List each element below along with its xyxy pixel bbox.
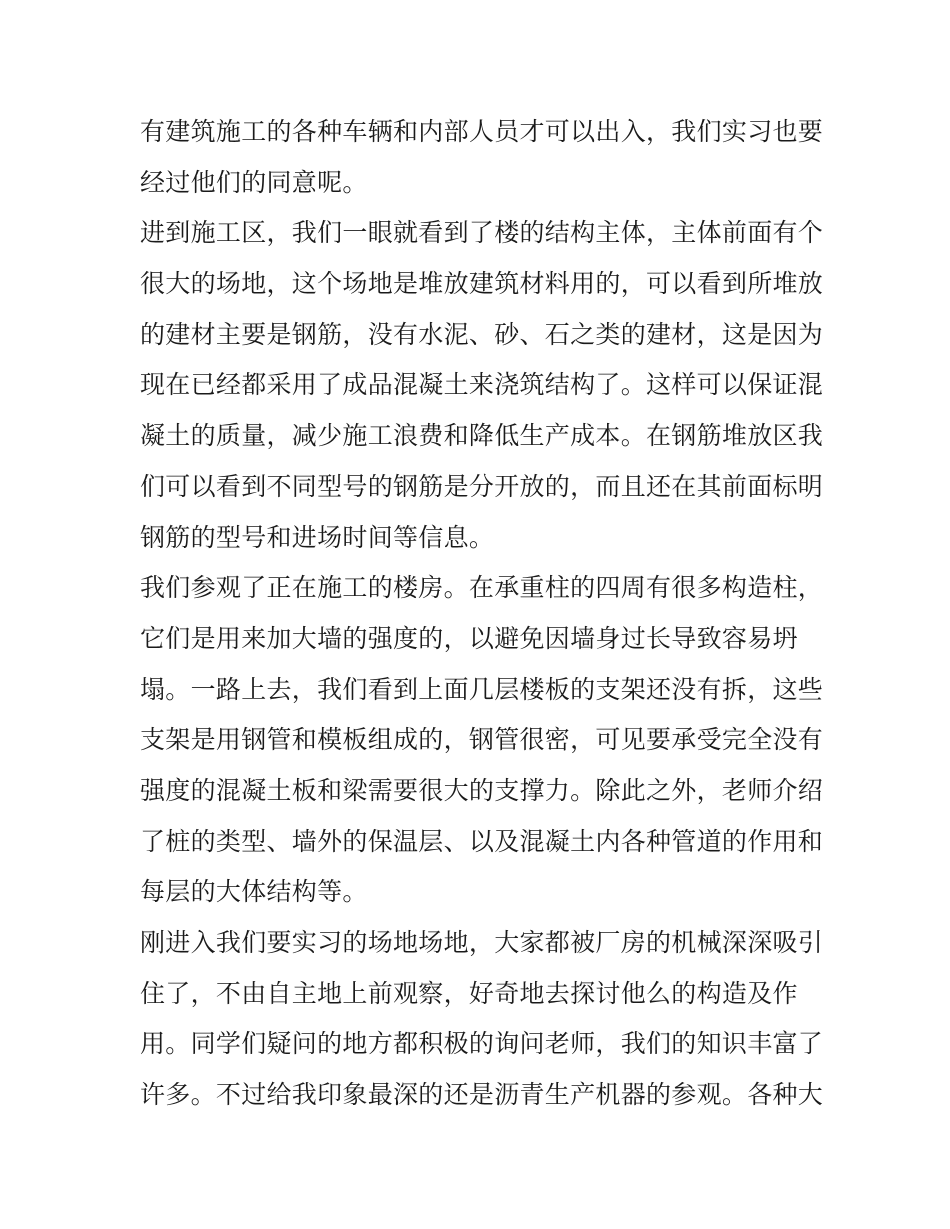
text-line: 我们参观了正在施工的楼房。在承重柱的四周有很多构造柱， (140, 573, 824, 603)
text-line: 塌。一路上去，我们看到上面几层楼板的支架还没有拆，这些 (140, 674, 824, 704)
text-line: 钢筋的型号和进场时间等信息。 (140, 522, 495, 552)
text-line: 很大的场地，这个场地是堆放建筑材料用的，可以看到所堆放 (140, 269, 824, 299)
text-line: 强度的混凝土板和梁需要很大的支撑力。除此之外，老师介绍 (140, 775, 824, 805)
text-line: 它们是用来加大墙的强度的，以避免因墙身过长导致容易坍 (140, 623, 798, 653)
text-line: 刚进入我们要实习的场地场地，大家都被厂房的机械深深吸引 (140, 928, 824, 957)
text-line: 现在已经都采用了成品混凝土来浇筑结构了。这样可以保证混 (140, 370, 824, 400)
text-line: 的建材主要是钢筋，没有水泥、砂、石之类的建材，这是因为 (140, 319, 824, 349)
text-line: 每层的大体结构等。 (140, 877, 368, 907)
text-line: 进到施工区，我们一眼就看到了楼的结构主体，主体前面有个 (140, 218, 824, 248)
text-line: 许多。不过给我印象最深的还是沥青生产机器的参观。各种大 (140, 1080, 824, 1110)
text-line: 们可以看到不同型号的钢筋是分开放的，而且还在其前面标明 (140, 471, 824, 501)
text-line: 支架是用钢管和模板组成的，钢管很密，可见要承受完全没有 (140, 725, 824, 755)
text-line: 用。同学们疑问的地方都积极的询问老师，我们的知识丰富了 (140, 1029, 824, 1059)
text-line: 有建筑施工的各种车辆和内部人员才可以出入，我们实习也要 (140, 117, 824, 146)
text-line: 住了，不由自主地上前观察，好奇地去探讨他么的构造及作 (140, 978, 798, 1008)
text-line: 凝土的质量，减少施工浪费和降低生产成本。在钢筋堆放区我 (140, 421, 824, 451)
text-line: 经过他们的同意呢。 (140, 167, 368, 197)
document-body (140, 107, 824, 1121)
text-line: 了桩的类型、墙外的保温层、以及混凝土内各种管道的作用和 (140, 826, 824, 856)
